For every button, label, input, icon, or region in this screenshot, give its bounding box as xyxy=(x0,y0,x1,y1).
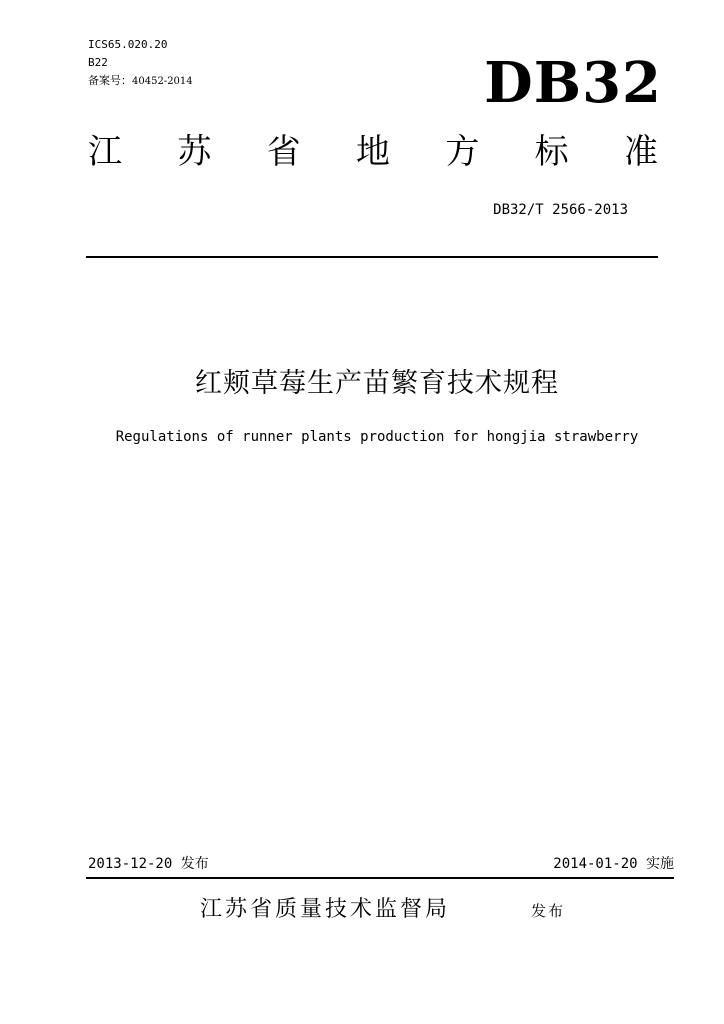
title-char: 江 xyxy=(88,132,122,172)
title-char: 省 xyxy=(266,132,301,172)
ics-code: ICS65.020.20 xyxy=(88,38,168,51)
title-char: 准 xyxy=(623,132,658,172)
document-title-en: Regulations of runner plants production for hongjia strawberry xyxy=(115,429,639,445)
issuing-authority: 江苏省质量技术监督局 xyxy=(200,897,451,922)
standard-type-title xyxy=(88,130,658,174)
standard-brand-logo: DB32 xyxy=(484,50,662,116)
title-char: 标 xyxy=(534,132,569,172)
document-title-cn: 红颊草莓生产苗繁育技术规程 xyxy=(195,368,559,399)
bottom-divider xyxy=(86,877,674,879)
title-char: 苏 xyxy=(177,132,212,172)
record-label: 备案号： xyxy=(88,74,132,87)
classification-code: B22 xyxy=(88,56,108,69)
title-char: 方 xyxy=(445,132,480,172)
top-divider xyxy=(86,256,658,258)
title-char: 地 xyxy=(355,132,390,172)
record-number-value: 40452-2014 xyxy=(132,76,193,87)
issuer-suffix: 发布 xyxy=(531,902,566,920)
standard-number: DB32/T 2566-2013 xyxy=(493,202,628,218)
implement-date: 2014-01-20 实施 xyxy=(553,856,674,872)
publish-date: 2013-12-20 发布 xyxy=(88,856,209,872)
record-number xyxy=(88,74,193,88)
